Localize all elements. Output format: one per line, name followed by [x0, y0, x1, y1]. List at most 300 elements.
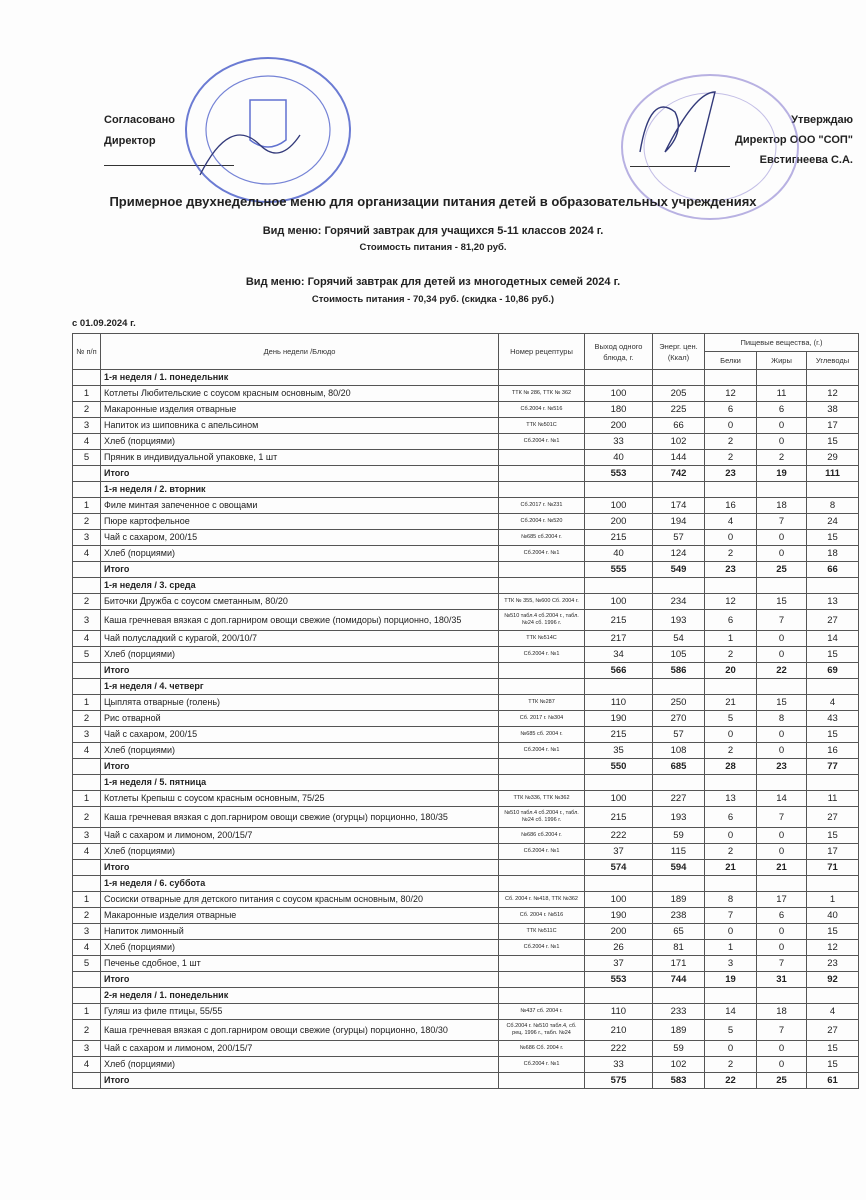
energy-kcal: 227	[653, 791, 705, 807]
day-title: 1-я неделя / 1. понедельник	[101, 370, 499, 386]
total-row	[73, 562, 859, 578]
output-grams: 217	[585, 631, 653, 647]
empty-cell	[73, 860, 101, 876]
empty-cell	[705, 370, 757, 386]
dish-row	[73, 1057, 859, 1073]
empty-cell	[653, 988, 705, 1004]
recipe-number: ТТК №287	[499, 695, 585, 711]
dish-name: Хлеб (порциями)	[101, 844, 499, 860]
fat: 0	[757, 631, 807, 647]
total-output-grams: 574	[585, 860, 653, 876]
item-num: 2	[73, 908, 101, 924]
empty-cell	[705, 482, 757, 498]
item-num: 4	[73, 546, 101, 562]
empty-cell	[757, 876, 807, 892]
total-protein: 21	[705, 860, 757, 876]
total-fat: 22	[757, 663, 807, 679]
recipe-number: №510 табл.4 сб.2004 г., табл.№24 сб. 1996 г.	[499, 807, 585, 828]
col-fat: Жиры	[757, 352, 807, 370]
protein: 1	[705, 940, 757, 956]
dish-name: Хлеб (порциями)	[101, 743, 499, 759]
dish-name: Напиток лимонный	[101, 924, 499, 940]
day-title: 1-я неделя / 6. суббота	[101, 876, 499, 892]
dish-name: Сосиски отварные для детского питания с соусом красным основным, 80/20	[101, 892, 499, 908]
dish-name: Филе минтая запеченное с овощами	[101, 498, 499, 514]
dish-row	[73, 828, 859, 844]
empty-cell	[73, 466, 101, 482]
output-grams: 40	[585, 546, 653, 562]
energy-kcal: 102	[653, 1057, 705, 1073]
fat: 7	[757, 956, 807, 972]
protein: 2	[705, 450, 757, 466]
dish-name: Печенье сдобное, 1 шт	[101, 956, 499, 972]
total-output-grams: 553	[585, 972, 653, 988]
carbs: 15	[807, 1057, 859, 1073]
recipe-number: Сб.2004 г. №516	[499, 402, 585, 418]
item-num: 4	[73, 1057, 101, 1073]
protein: 3	[705, 956, 757, 972]
carbs: 40	[807, 908, 859, 924]
recipe-number: Сб.2004 г. №1	[499, 546, 585, 562]
item-num: 3	[73, 727, 101, 743]
dish-name: Хлеб (порциями)	[101, 434, 499, 450]
energy-kcal: 65	[653, 924, 705, 940]
menu-table	[72, 333, 859, 1089]
empty-cell	[499, 562, 585, 578]
protein: 6	[705, 610, 757, 631]
day-title: 1-я неделя / 5. пятница	[101, 775, 499, 791]
dish-row	[73, 908, 859, 924]
empty-cell	[73, 775, 101, 791]
dish-name: Каша гречневая вязкая с доп.гарниром овощи свежие (огурцы) порционно, 180/30	[101, 1020, 499, 1041]
output-grams: 37	[585, 844, 653, 860]
energy-kcal: 108	[653, 743, 705, 759]
total-fat: 31	[757, 972, 807, 988]
empty-cell	[73, 482, 101, 498]
recipe-number	[499, 956, 585, 972]
recipe-number: Сб.2004 г. №1	[499, 940, 585, 956]
item-num: 3	[73, 1041, 101, 1057]
dish-name: Хлеб (порциями)	[101, 647, 499, 663]
fat: 18	[757, 498, 807, 514]
empty-cell	[653, 679, 705, 695]
recipe-number: Сб.2004 г. №510 табл.4, сб. рец. 1996 г., табл. №24	[499, 1020, 585, 1041]
total-label: Итого	[101, 663, 499, 679]
recipe-number: ТТК № 286, ТТК № 362	[499, 386, 585, 402]
carbs: 29	[807, 450, 859, 466]
day-title: 2-я неделя / 1. понедельник	[101, 988, 499, 1004]
fat: 7	[757, 610, 807, 631]
col-output: Выход одного блюда, г.	[585, 334, 653, 370]
total-label: Итого	[101, 1073, 499, 1089]
output-grams: 210	[585, 1020, 653, 1041]
carbs: 15	[807, 727, 859, 743]
dish-row	[73, 631, 859, 647]
empty-cell	[499, 860, 585, 876]
fat: 18	[757, 1004, 807, 1020]
dish-name: Пюре картофельное	[101, 514, 499, 530]
total-carbs: 69	[807, 663, 859, 679]
protein: 5	[705, 1020, 757, 1041]
item-num: 2	[73, 514, 101, 530]
dish-row	[73, 647, 859, 663]
fat: 15	[757, 695, 807, 711]
dish-row	[73, 807, 859, 828]
carbs: 23	[807, 956, 859, 972]
total-fat: 19	[757, 466, 807, 482]
output-grams: 180	[585, 402, 653, 418]
day-header-row	[73, 679, 859, 695]
energy-kcal: 193	[653, 610, 705, 631]
day-header-row	[73, 370, 859, 386]
output-grams: 26	[585, 940, 653, 956]
dish-row	[73, 727, 859, 743]
fat: 0	[757, 1041, 807, 1057]
empty-cell	[807, 482, 859, 498]
col-carbs: Углеводы	[807, 352, 859, 370]
protein: 0	[705, 924, 757, 940]
carbs: 15	[807, 1041, 859, 1057]
empty-cell	[499, 775, 585, 791]
empty-cell	[499, 663, 585, 679]
empty-cell	[499, 972, 585, 988]
empty-cell	[705, 775, 757, 791]
total-label: Итого	[101, 860, 499, 876]
protein: 2	[705, 434, 757, 450]
dish-row	[73, 434, 859, 450]
col-dish: День недели /Блюдо	[101, 334, 499, 370]
day-title: 1-я неделя / 2. вторник	[101, 482, 499, 498]
dish-name: Каша гречневая вязкая с доп.гарниром овощи свежие (огурцы) порционно, 180/35	[101, 807, 499, 828]
total-energy-kcal: 744	[653, 972, 705, 988]
dish-row	[73, 386, 859, 402]
empty-cell	[585, 370, 653, 386]
fat: 6	[757, 908, 807, 924]
agreed-label: Согласовано	[104, 114, 176, 126]
empty-cell	[499, 466, 585, 482]
empty-cell	[499, 370, 585, 386]
empty-cell	[807, 876, 859, 892]
fat: 11	[757, 386, 807, 402]
dish-row	[73, 924, 859, 940]
total-carbs: 111	[807, 466, 859, 482]
total-protein: 19	[705, 972, 757, 988]
item-num: 3	[73, 610, 101, 631]
dish-row	[73, 530, 859, 546]
item-num: 4	[73, 434, 101, 450]
carbs: 15	[807, 924, 859, 940]
total-carbs: 92	[807, 972, 859, 988]
protein: 6	[705, 402, 757, 418]
dish-row	[73, 498, 859, 514]
energy-kcal: 174	[653, 498, 705, 514]
col-num: № п/п	[73, 334, 101, 370]
empty-cell	[807, 370, 859, 386]
carbs: 4	[807, 695, 859, 711]
energy-kcal: 205	[653, 386, 705, 402]
total-energy-kcal: 583	[653, 1073, 705, 1089]
protein: 6	[705, 807, 757, 828]
carbs: 27	[807, 610, 859, 631]
total-label: Итого	[101, 466, 499, 482]
energy-kcal: 225	[653, 402, 705, 418]
item-num: 1	[73, 791, 101, 807]
total-label: Итого	[101, 759, 499, 775]
day-header-row	[73, 775, 859, 791]
output-grams: 200	[585, 418, 653, 434]
dish-name: Хлеб (порциями)	[101, 1057, 499, 1073]
fat: 0	[757, 434, 807, 450]
recipe-number: Сб.2004 г. №1	[499, 1057, 585, 1073]
total-energy-kcal: 549	[653, 562, 705, 578]
empty-cell	[807, 679, 859, 695]
output-grams: 34	[585, 647, 653, 663]
carbs: 4	[807, 1004, 859, 1020]
energy-kcal: 234	[653, 594, 705, 610]
signature-line-left	[104, 165, 234, 166]
output-grams: 35	[585, 743, 653, 759]
item-num: 5	[73, 450, 101, 466]
fat: 0	[757, 727, 807, 743]
output-grams: 33	[585, 1057, 653, 1073]
energy-kcal: 270	[653, 711, 705, 727]
protein: 0	[705, 828, 757, 844]
carbs: 27	[807, 807, 859, 828]
energy-kcal: 193	[653, 807, 705, 828]
col-recipe: Номер рецептуры	[499, 334, 585, 370]
energy-kcal: 189	[653, 892, 705, 908]
protein: 2	[705, 546, 757, 562]
school-stamp-icon	[180, 55, 360, 205]
empty-cell	[73, 988, 101, 1004]
output-grams: 200	[585, 924, 653, 940]
total-row	[73, 663, 859, 679]
item-num: 1	[73, 386, 101, 402]
fat: 0	[757, 418, 807, 434]
empty-cell	[807, 988, 859, 1004]
protein: 2	[705, 844, 757, 860]
approve-name: Евстигнеева С.А.	[759, 154, 853, 166]
dish-name: Каша гречневая вязкая с доп.гарниром овощи свежие (помидоры) порционно, 180/35	[101, 610, 499, 631]
dish-name: Хлеб (порциями)	[101, 546, 499, 562]
carbs: 12	[807, 940, 859, 956]
output-grams: 110	[585, 1004, 653, 1020]
empty-cell	[73, 370, 101, 386]
menu2-cost: Стоимость питания - 70,34 руб. (скидка - 10,86 руб.)	[311, 294, 555, 305]
empty-cell	[73, 1073, 101, 1089]
menu1-cost: Стоимость питания - 81,20 руб.	[359, 242, 507, 253]
dish-name: Чай полусладкий с курагой, 200/10/7	[101, 631, 499, 647]
dish-name: Биточки Дружба с соусом сметанным, 80/20	[101, 594, 499, 610]
agreed-role: Директор	[104, 135, 156, 147]
dish-name: Чай с сахаром и лимоном, 200/15/7	[101, 1041, 499, 1057]
empty-cell	[73, 759, 101, 775]
protein: 0	[705, 530, 757, 546]
item-num: 3	[73, 828, 101, 844]
empty-cell	[585, 679, 653, 695]
item-num: 4	[73, 844, 101, 860]
output-grams: 190	[585, 711, 653, 727]
energy-kcal: 194	[653, 514, 705, 530]
output-grams: 215	[585, 807, 653, 828]
item-num: 2	[73, 807, 101, 828]
carbs: 14	[807, 631, 859, 647]
dish-row	[73, 844, 859, 860]
dish-row	[73, 610, 859, 631]
total-row	[73, 759, 859, 775]
dish-row	[73, 743, 859, 759]
dish-row	[73, 1020, 859, 1041]
recipe-number	[499, 450, 585, 466]
dish-name: Макаронные изделия отварные	[101, 402, 499, 418]
energy-kcal: 171	[653, 956, 705, 972]
empty-cell	[73, 562, 101, 578]
empty-cell	[705, 578, 757, 594]
empty-cell	[73, 876, 101, 892]
total-energy-kcal: 685	[653, 759, 705, 775]
day-title: 1-я неделя / 4. четверг	[101, 679, 499, 695]
empty-cell	[73, 679, 101, 695]
empty-cell	[653, 482, 705, 498]
output-grams: 110	[585, 695, 653, 711]
empty-cell	[757, 370, 807, 386]
protein: 1	[705, 631, 757, 647]
output-grams: 40	[585, 450, 653, 466]
recipe-number: Сб.2004 г. №1	[499, 844, 585, 860]
dish-name: Рис отварной	[101, 711, 499, 727]
dish-row	[73, 956, 859, 972]
total-label: Итого	[101, 562, 499, 578]
empty-cell	[705, 988, 757, 1004]
item-num: 2	[73, 711, 101, 727]
energy-kcal: 59	[653, 828, 705, 844]
protein: 2	[705, 647, 757, 663]
total-output-grams: 550	[585, 759, 653, 775]
total-carbs: 71	[807, 860, 859, 876]
fat: 6	[757, 402, 807, 418]
item-num: 5	[73, 647, 101, 663]
protein: 21	[705, 695, 757, 711]
dish-name: Макаронные изделия отварные	[101, 908, 499, 924]
dish-name: Чай с сахаром, 200/15	[101, 727, 499, 743]
empty-cell	[757, 775, 807, 791]
dish-row	[73, 695, 859, 711]
total-fat: 25	[757, 1073, 807, 1089]
fat: 0	[757, 530, 807, 546]
empty-cell	[807, 775, 859, 791]
total-output-grams: 555	[585, 562, 653, 578]
empty-cell	[705, 876, 757, 892]
item-num: 1	[73, 892, 101, 908]
carbs: 17	[807, 418, 859, 434]
total-row	[73, 1073, 859, 1089]
protein: 0	[705, 418, 757, 434]
item-num: 4	[73, 940, 101, 956]
dish-row	[73, 892, 859, 908]
empty-cell	[73, 663, 101, 679]
carbs: 16	[807, 743, 859, 759]
protein: 0	[705, 727, 757, 743]
dish-name: Хлеб (порциями)	[101, 940, 499, 956]
recipe-number: Сб.2017 г. №231	[499, 498, 585, 514]
recipe-number: ТТК №514С	[499, 631, 585, 647]
carbs: 1	[807, 892, 859, 908]
recipe-number: ТТК №336, ТТК №362	[499, 791, 585, 807]
fat: 0	[757, 647, 807, 663]
output-grams: 100	[585, 386, 653, 402]
empty-cell	[585, 775, 653, 791]
fat: 0	[757, 828, 807, 844]
total-protein: 23	[705, 466, 757, 482]
item-num: 2	[73, 402, 101, 418]
total-row	[73, 860, 859, 876]
fat: 0	[757, 546, 807, 562]
empty-cell	[705, 679, 757, 695]
fat: 7	[757, 514, 807, 530]
fat: 7	[757, 1020, 807, 1041]
energy-kcal: 124	[653, 546, 705, 562]
empty-cell	[807, 578, 859, 594]
energy-kcal: 250	[653, 695, 705, 711]
protein: 12	[705, 386, 757, 402]
empty-cell	[585, 988, 653, 1004]
day-header-row	[73, 578, 859, 594]
carbs: 13	[807, 594, 859, 610]
output-grams: 222	[585, 828, 653, 844]
protein: 12	[705, 594, 757, 610]
dish-row	[73, 791, 859, 807]
item-num: 1	[73, 1004, 101, 1020]
empty-cell	[585, 482, 653, 498]
dish-name: Напиток из шиповника с апельсином	[101, 418, 499, 434]
protein: 2	[705, 743, 757, 759]
recipe-number: Сб. 2004 г. №516	[499, 908, 585, 924]
dish-row	[73, 940, 859, 956]
empty-cell	[653, 370, 705, 386]
total-protein: 20	[705, 663, 757, 679]
empty-cell	[653, 775, 705, 791]
output-grams: 200	[585, 514, 653, 530]
fat: 14	[757, 791, 807, 807]
output-grams: 222	[585, 1041, 653, 1057]
menu2-type: Вид меню: Горячий завтрак для детей из многодетных семей 2024 г.	[245, 276, 621, 288]
item-num: 2	[73, 1020, 101, 1041]
dish-row	[73, 450, 859, 466]
protein: 16	[705, 498, 757, 514]
dish-name: Котлеты Крепыш с соусом красным основным, 75/25	[101, 791, 499, 807]
empty-cell	[653, 876, 705, 892]
energy-kcal: 54	[653, 631, 705, 647]
fat: 2	[757, 450, 807, 466]
protein: 2	[705, 1057, 757, 1073]
item-num: 5	[73, 956, 101, 972]
total-energy-kcal: 742	[653, 466, 705, 482]
total-fat: 21	[757, 860, 807, 876]
protein: 5	[705, 711, 757, 727]
item-num: 1	[73, 695, 101, 711]
carbs: 12	[807, 386, 859, 402]
fat: 17	[757, 892, 807, 908]
total-label: Итого	[101, 972, 499, 988]
item-num: 4	[73, 743, 101, 759]
dish-name: Гуляш из филе птицы, 55/55	[101, 1004, 499, 1020]
recipe-number: ТТК № 355, №600 Сб. 2004 г.	[499, 594, 585, 610]
recipe-number: №686 Сб. 2004 г.	[499, 1041, 585, 1057]
fat: 0	[757, 940, 807, 956]
total-output-grams: 575	[585, 1073, 653, 1089]
energy-kcal: 105	[653, 647, 705, 663]
protein: 8	[705, 892, 757, 908]
